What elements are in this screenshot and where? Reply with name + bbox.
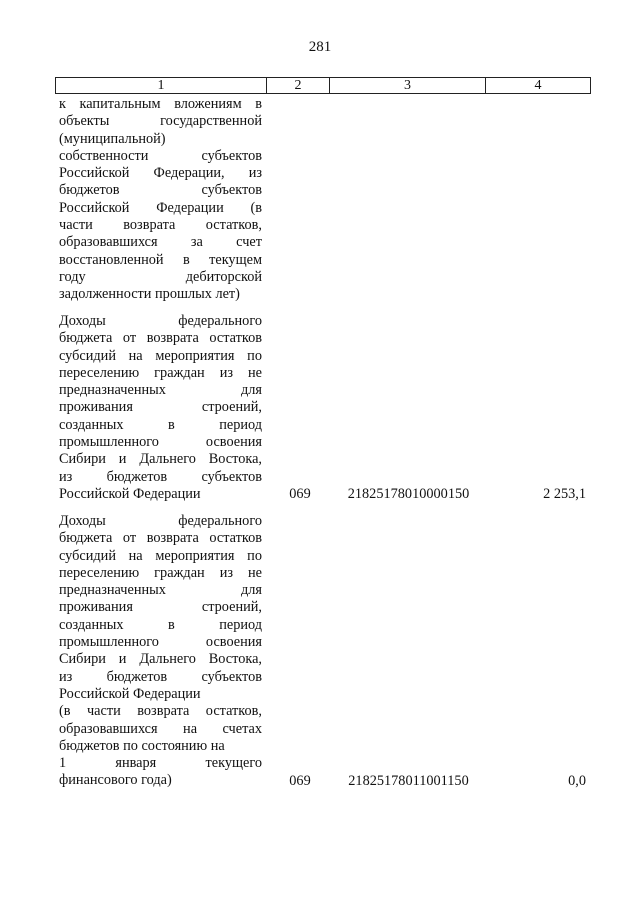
description-line: Сибири и Дальнего Востока, [59, 651, 262, 668]
description-line: Российской Федерации [59, 685, 201, 702]
description-line: бюджетов по состоянию на [59, 737, 225, 754]
description-line: созданных в период [59, 616, 262, 633]
row-code: 069 [289, 486, 311, 502]
row-code: 069 [289, 773, 311, 789]
description-line: к капитальным вложениям в [59, 96, 262, 112]
row-kbk: 21825178010000150 [347, 486, 470, 502]
description-line: Российской Федерации [59, 485, 201, 502]
page-number: 281 [308, 39, 332, 55]
column-header-3: 3 [330, 78, 486, 94]
description-line: бюджета от возврата остатков [59, 330, 262, 347]
description-line: бюджетов субъектов [59, 182, 262, 199]
description-line: образовавшихся на счетах [59, 720, 262, 737]
row-description [59, 96, 262, 304]
table-row [59, 513, 586, 795]
description-line: объекты государственной [59, 113, 262, 130]
column-header-1: 1 [56, 78, 267, 94]
description-line: задолженности прошлых лет) [59, 286, 240, 303]
description-line: Доходы федерального [59, 313, 262, 329]
table-row [59, 96, 586, 306]
row-sum: 2 253,1 [543, 486, 586, 502]
description-line: из бюджетов субъектов [59, 468, 262, 485]
description-line: субсидий на мероприятия по [59, 347, 262, 364]
description-line: Доходы федерального [59, 513, 262, 529]
description-line: проживания строений, [59, 399, 262, 416]
description-line: восстановленной в текущем [59, 251, 262, 268]
description-line: из бюджетов субъектов [59, 668, 262, 685]
row-kbk: 21825178011001150 [348, 773, 469, 789]
row-description [59, 513, 262, 790]
description-line: бюджета от возврата остатков [59, 530, 262, 547]
description-line: Российской Федерации (в [59, 199, 262, 216]
description-line: части возврата остатков, [59, 217, 262, 234]
description-line: образовавшихся за счет [59, 234, 262, 251]
description-line: (муниципальной) [59, 130, 166, 147]
row-description [59, 313, 262, 503]
description-line: субсидий на мероприятия по [59, 547, 262, 564]
table-row [59, 313, 586, 508]
description-line: 1 января текущего [59, 755, 262, 772]
description-line: проживания строений, [59, 599, 262, 616]
description-line: году дебиторской [59, 268, 262, 285]
description-line: предназначенных для [59, 382, 262, 399]
description-line: Российской Федерации, из [59, 165, 262, 182]
description-line: предназначенных для [59, 582, 262, 599]
row-sum: 0,0 [568, 773, 586, 789]
description-line: промышленного освоения [59, 434, 262, 451]
description-line: Сибири и Дальнего Востока, [59, 451, 262, 468]
description-line: промышленного освоения [59, 634, 262, 651]
column-header-4: 4 [486, 78, 591, 94]
column-header-2: 2 [267, 78, 330, 94]
description-line: финансового года) [59, 772, 172, 789]
description-line: переселению граждан из не [59, 564, 262, 581]
description-line: созданных в период [59, 416, 262, 433]
description-line: переселению граждан из не [59, 364, 262, 381]
description-line: (в части возврата остатков, [59, 703, 262, 720]
description-line: собственности субъектов [59, 147, 262, 164]
column-header-row [55, 77, 591, 94]
